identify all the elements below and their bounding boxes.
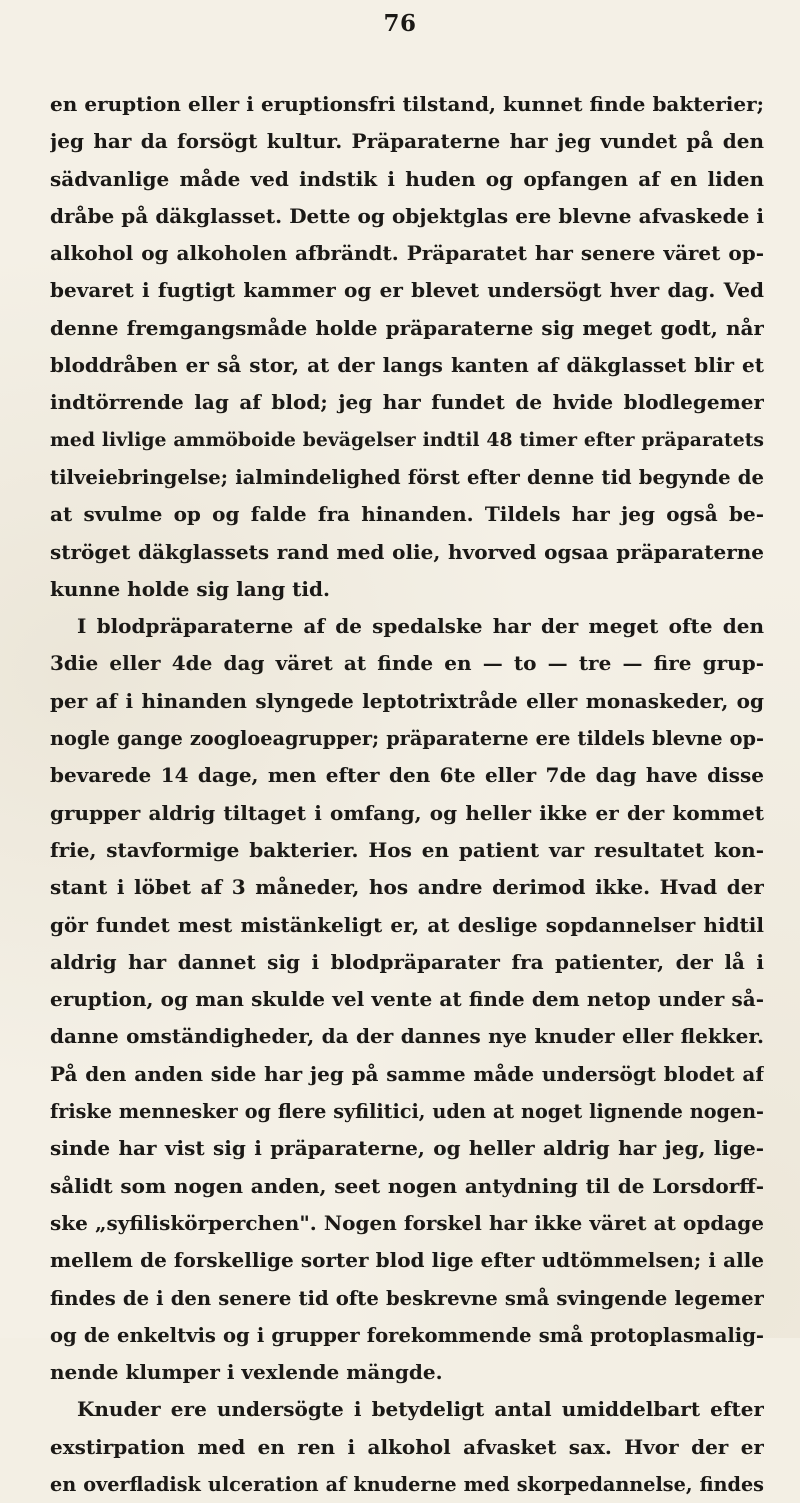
text-line: eruption, og man skulde vel vente at finde dem netop under så- — [50, 987, 764, 1012]
text-line: en eruption eller i eruptionsfri tilstand, kunnet finde bakterier; — [50, 92, 764, 116]
text-line: per af i hinanden slyngede leptotrixtråde eller monaskeder, og — [50, 688, 764, 713]
text-line: dråbe på däkglasset. Dette og objektglas ere blevne afvaskede i — [50, 203, 764, 228]
text-line: jeg har da forsögt kultur. Präparaterne har jeg vundet på den — [50, 129, 764, 154]
text-line: bevarede 14 dage, men efter den 6te eller 7de dag have disse — [50, 763, 764, 788]
text-line: gör fundet mest mistänkeligt er, at deslige sopdannelser hidtil — [50, 912, 764, 937]
text-line: nogle gange zoogloeagrupper; präparaterne ere tildels blevne op- — [50, 727, 764, 751]
text-line: en overfladisk ulceration af knuderne med skorpedannelse, findes — [50, 1472, 764, 1496]
text-line: Knuder ere undersögte i betydeligt antal umiddelbart efter — [77, 1397, 764, 1422]
text-line: I blodpräparaterne af de spedalske har der meget ofte den — [77, 614, 764, 639]
text-line: og de enkeltvis og i grupper forekommende små protoplasmalig- — [50, 1323, 764, 1347]
text-line: nende klumper i vexlende mängde. — [50, 1360, 443, 1385]
page-number: 76 — [383, 10, 417, 37]
text-line: denne fremgangsmåde holde präparaterne sig meget godt, når — [50, 315, 764, 340]
text-line: friske mennesker og flere syfilitici, uden at noget lignende nogen- — [50, 1100, 764, 1124]
text-line: med livlige ammöboide bevägelser indtil 48 timer efter präparatets — [50, 428, 764, 451]
text-line: tilveiebringelse; ialmindelighed först efter denne tid begynde de — [50, 465, 764, 489]
text-line: ske „syfiliskörperchen". Nogen forskel har ikke väret at opdage — [50, 1210, 764, 1235]
text-line: sinde har vist sig i präparaterne, og heller aldrig har jeg, lige- — [50, 1136, 764, 1161]
text-line: ströget däkglassets rand med olie, hvorved ogsaa präparaterne — [50, 539, 764, 564]
text-line: indtörrende lag af blod; jeg har fundet de hvide blodlegemer — [50, 390, 764, 415]
text-line: frie, stavformige bakterier. Hos en patient var resultatet kon- — [50, 837, 764, 862]
text-line: bloddråben er så stor, at der langs kanten af däkglasset blir et — [50, 353, 764, 378]
text-line: alkohol og alkoholen afbrändt. Präparatet har senere väret op- — [50, 241, 764, 266]
text-line: stant i löbet af 3 måneder, hos andre derimod ikke. Hvad der — [50, 875, 764, 900]
text-line: sålidt som nogen anden, seet nogen antydning til de Lorsdorff- — [50, 1173, 764, 1198]
text-line: danne omständigheder, da der dannes nye knuder eller flekker. — [50, 1024, 764, 1049]
text-line: findes de i den senere tid ofte beskrevne små svingende legemer — [50, 1286, 764, 1310]
text-line: grupper aldrig tiltaget i omfang, og heller ikke er der kommet — [50, 800, 764, 825]
text-line: sädvanlige måde ved indstik i huden og opfangen af en liden — [50, 166, 764, 191]
text-line: På den anden side har jeg på samme måde undersögt blodet af — [50, 1061, 764, 1086]
text-line: at svulme op og falde fra hinanden. Tildels har jeg også be- — [50, 502, 764, 527]
text-line: exstirpation med en ren i alkohol afvasket sax. Hvor der er — [50, 1434, 764, 1459]
text-line: kunne holde sig lang tid. — [50, 576, 330, 601]
text-line: aldrig har dannet sig i blodpräparater fra patienter, der lå i — [50, 949, 764, 974]
text-line: bevaret i fugtigt kammer og er blevet undersögt hver dag. Ved — [50, 278, 764, 303]
text-line: 3die eller 4de dag väret at finde en — to — tre — fire grup- — [50, 651, 764, 676]
body-text — [50, 86, 764, 1503]
text-line: mellem de forskellige sorter blod lige efter udtömmelsen; i alle — [50, 1248, 764, 1273]
